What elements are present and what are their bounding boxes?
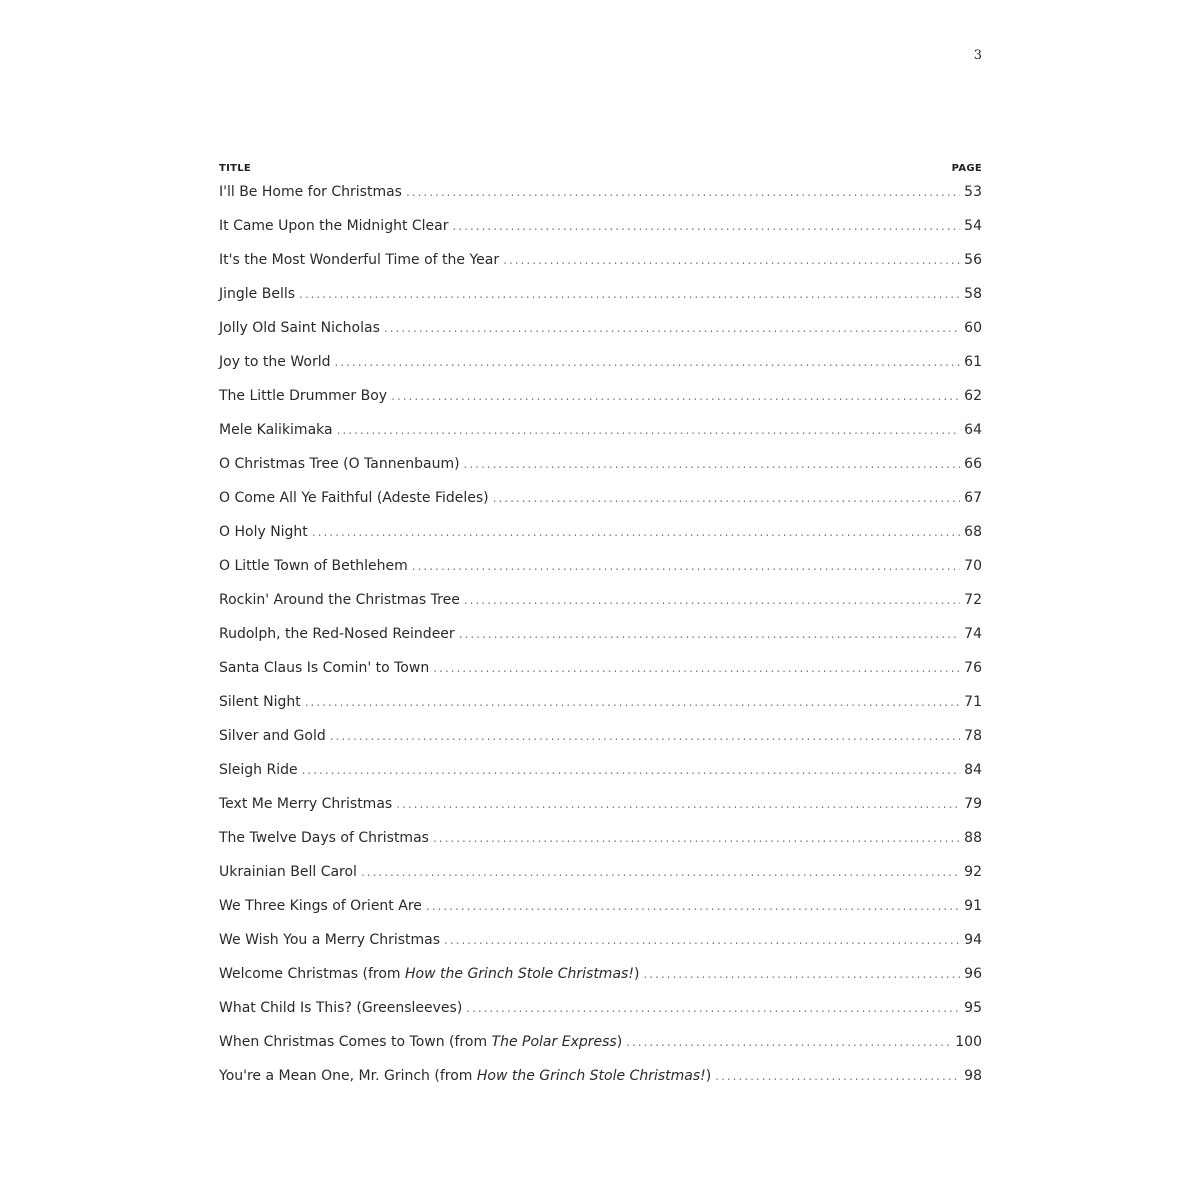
toc-entry-title: O Come All Ye Faithful (Adeste Fideles): [219, 490, 489, 506]
toc-entry: [219, 218, 982, 252]
dot-leader: [334, 355, 960, 369]
dot-leader: [493, 491, 960, 505]
toc-entry-page: 91: [964, 898, 982, 914]
toc-entry: [219, 626, 982, 660]
toc-entry: [219, 184, 982, 218]
toc-entry-page: 61: [964, 354, 982, 370]
toc-entry-title: It's the Most Wonderful Time of the Year: [219, 252, 500, 268]
toc-entry-title: O Christmas Tree (O Tannenbaum): [219, 456, 460, 472]
toc-entry-title: Rudolph, the Red-Nosed Reindeer: [219, 626, 455, 642]
toc-entry: [219, 456, 982, 490]
table-of-contents: [219, 152, 982, 1102]
toc-entry-title: Silver and Gold: [219, 728, 326, 744]
dot-leader: [464, 593, 960, 607]
toc-entry-title-text: When Christmas Comes to Town (from: [219, 1034, 492, 1050]
toc-entry-title: The Twelve Days of Christmas: [219, 830, 429, 846]
toc-entry-title: Sleigh Ride: [219, 762, 298, 778]
toc-entry-title: [219, 1034, 626, 1050]
toc-entry-title: Santa Claus Is Comin' to Town: [219, 660, 430, 676]
toc-entry-title: What Child Is This? (Greensleeves): [219, 1000, 463, 1016]
page-number: 3: [973, 48, 982, 63]
page-column-header: PAGE: [951, 163, 982, 174]
toc-entry-page: 70: [964, 558, 982, 574]
toc-entry-page: 76: [964, 660, 982, 676]
toc-entry-page: 78: [964, 728, 982, 744]
dot-leader: [444, 933, 960, 947]
dot-leader: [330, 729, 960, 743]
toc-entry-page: 94: [964, 932, 982, 948]
toc-entry-title: We Wish You a Merry Christmas: [219, 932, 441, 948]
toc-entry-title: Joy to the World: [219, 354, 331, 370]
toc-entry: [219, 592, 982, 626]
dot-leader: [426, 899, 960, 913]
toc-entry-page: 68: [964, 524, 982, 540]
toc-entry: [219, 558, 982, 592]
toc-entry: [219, 490, 982, 524]
toc-entry-title-suffix: ): [705, 1068, 712, 1084]
toc-entry-title: Ukrainian Bell Carol: [219, 864, 357, 880]
dot-leader: [626, 1035, 951, 1049]
dot-leader: [396, 797, 960, 811]
toc-entry-source-title: How the Grinch Stole Christmas!: [405, 966, 634, 982]
toc-entry: [219, 1000, 982, 1034]
dot-leader: [433, 661, 960, 675]
toc-entry: [219, 864, 982, 898]
dot-leader: [464, 457, 960, 471]
toc-entry: [219, 286, 982, 320]
toc-entry-page: 54: [964, 218, 982, 234]
toc-entry-title-suffix: ): [633, 966, 640, 982]
toc-entry-page: 58: [964, 286, 982, 302]
toc-entry-title-text: Welcome Christmas (from: [219, 966, 406, 982]
toc-entry: [219, 1034, 982, 1068]
toc-entry: [219, 660, 982, 694]
dot-leader: [361, 865, 960, 879]
dot-leader: [312, 525, 960, 539]
toc-entry: [219, 320, 982, 354]
dot-leader: [384, 321, 960, 335]
dot-leader: [302, 763, 960, 777]
title-column-header: TITLE: [219, 163, 252, 174]
dot-leader: [305, 695, 960, 709]
toc-entry-page: 96: [964, 966, 982, 982]
toc-entry: [219, 898, 982, 932]
dot-leader: [715, 1069, 960, 1083]
dot-leader: [466, 1001, 960, 1015]
toc-entry-page: 88: [964, 830, 982, 846]
toc-entry-page: 84: [964, 762, 982, 778]
toc-entry: [219, 422, 982, 456]
toc-entry-title: [219, 1068, 715, 1084]
toc-entry-page: 64: [964, 422, 982, 438]
toc-entry: [219, 932, 982, 966]
dot-leader: [459, 627, 960, 641]
dot-leader: [433, 831, 960, 845]
toc-list: [219, 184, 982, 1102]
toc-entry: [219, 966, 982, 1000]
toc-entry-title: Jingle Bells: [219, 286, 296, 302]
dot-leader: [406, 185, 960, 199]
dot-leader: [503, 253, 960, 267]
toc-entry: [219, 728, 982, 762]
toc-entry-title: I'll Be Home for Christmas: [219, 184, 402, 200]
toc-header: [219, 152, 982, 174]
toc-entry: [219, 1068, 982, 1102]
toc-entry-page: 92: [964, 864, 982, 880]
toc-entry: [219, 830, 982, 864]
toc-entry-title: We Three Kings of Orient Are: [219, 898, 422, 914]
toc-entry-page: 74: [964, 626, 982, 642]
dot-leader: [643, 967, 960, 981]
toc-entry-source-title: How the Grinch Stole Christmas!: [476, 1068, 706, 1084]
toc-entry-title: O Little Town of Bethlehem: [219, 558, 408, 574]
toc-entry-page: 98: [964, 1068, 982, 1084]
dot-leader: [391, 389, 960, 403]
toc-entry-page: 67: [964, 490, 982, 506]
toc-entry-page: 95: [964, 1000, 982, 1016]
toc-entry-title: Text Me Merry Christmas: [219, 796, 393, 812]
toc-entry-title: Jolly Old Saint Nicholas: [219, 320, 380, 336]
toc-entry: [219, 694, 982, 728]
toc-entry: [219, 796, 982, 830]
toc-entry-page: 60: [964, 320, 982, 336]
toc-entry-page: 53: [964, 184, 982, 200]
dot-leader: [412, 559, 960, 573]
toc-entry-title: Mele Kalikimaka: [219, 422, 333, 438]
dot-leader: [453, 219, 960, 233]
toc-entry: [219, 524, 982, 558]
toc-entry-title: Rockin' Around the Christmas Tree: [219, 592, 460, 608]
toc-entry-source-title: The Polar Express: [491, 1034, 617, 1050]
toc-entry: [219, 252, 982, 286]
toc-entry-title-text: You're a Mean One, Mr. Grinch (from: [219, 1068, 477, 1084]
toc-entry-title: The Little Drummer Boy: [219, 388, 388, 404]
toc-entry-page: 62: [964, 388, 982, 404]
toc-entry-page: 100: [955, 1034, 982, 1050]
toc-entry-title: Silent Night: [219, 694, 301, 710]
toc-entry-page: 79: [964, 796, 982, 812]
toc-entry-page: 66: [964, 456, 982, 472]
dot-leader: [299, 287, 960, 301]
dot-leader: [337, 423, 960, 437]
toc-entry-page: 71: [964, 694, 982, 710]
toc-entry-page: 72: [964, 592, 982, 608]
toc-entry: [219, 388, 982, 422]
toc-entry-page: 56: [964, 252, 982, 268]
toc-entry: [219, 762, 982, 796]
toc-entry-title: [219, 966, 643, 982]
toc-entry-title: O Holy Night: [219, 524, 308, 540]
toc-entry-title-suffix: ): [616, 1034, 623, 1050]
toc-entry-title: It Came Upon the Midnight Clear: [219, 218, 449, 234]
toc-entry: [219, 354, 982, 388]
